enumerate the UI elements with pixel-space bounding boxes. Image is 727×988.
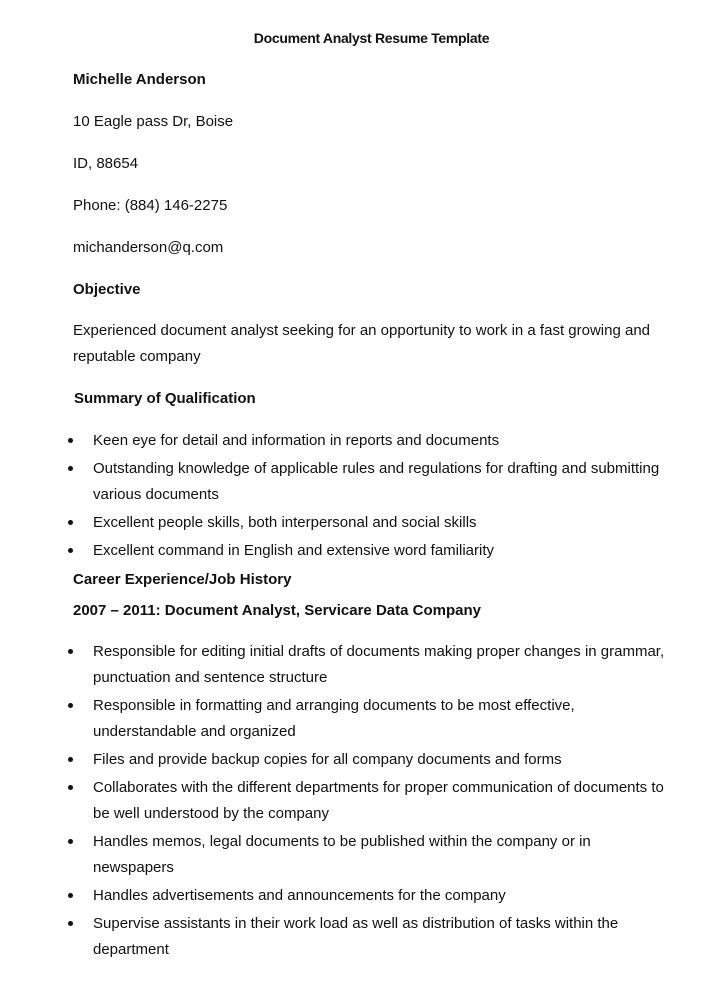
summary-item-text: Keen eye for detail and information in reports and documents [93, 432, 500, 449]
career-item-text: Responsible for editing initial drafts of documents making proper changes in grammar, punctuation and sentence structure [93, 643, 665, 686]
address-line-1: 10 Eagle pass Dr, Boise [73, 113, 234, 130]
career-item-text: Collaborates with the different departments for proper communication of documents to be well understood by the company [93, 779, 664, 822]
summary-list [0, 428, 727, 566]
list-item [0, 829, 727, 881]
career-item-text: Handles advertisements and announcements for the company [93, 887, 506, 904]
bullet-icon [68, 438, 73, 443]
bullet-icon [68, 466, 73, 471]
summary-item-text: Outstanding knowledge of applicable rules and regulations for drafting and submitting various documents [93, 460, 660, 503]
bullet-icon [68, 757, 73, 762]
list-item [0, 456, 727, 508]
list-item [0, 775, 727, 827]
candidate-name: Michelle Anderson [73, 71, 206, 88]
career-list [0, 639, 727, 965]
bullet-icon [68, 548, 73, 553]
bullet-icon [68, 893, 73, 898]
summary-heading: Summary of Qualification [74, 390, 256, 407]
career-item-text: Responsible in formatting and arranging documents to be most effective, understandable and organized [93, 697, 575, 740]
career-item-text: Files and provide backup copies for all company documents and forms [93, 751, 562, 768]
job-title: 2007 – 2011: Document Analyst, Servicare Data Company [73, 602, 481, 619]
objective-text: Experienced document analyst seeking for an opportunity to work in a fast growing and reputable company [73, 322, 651, 365]
list-item [0, 693, 727, 745]
address-line-2: ID, 88654 [73, 155, 139, 172]
email-address: michanderson@q.com [73, 239, 224, 256]
list-item [0, 639, 727, 691]
phone-number: Phone: (884) 146-2275 [73, 197, 228, 214]
summary-item-text: Excellent command in English and extensive word familiarity [93, 542, 495, 559]
list-item [0, 747, 727, 773]
list-item [0, 883, 727, 909]
objective-heading: Objective [73, 281, 141, 298]
bullet-icon [68, 785, 73, 790]
list-item [0, 911, 727, 963]
bullet-icon [68, 839, 73, 844]
summary-item-text: Excellent people skills, both interpersonal and social skills [93, 514, 477, 531]
list-item [0, 510, 727, 536]
career-heading: Career Experience/Job History [73, 571, 292, 588]
bullet-icon [68, 921, 73, 926]
bullet-icon [68, 520, 73, 525]
list-item [0, 428, 727, 454]
bullet-icon [68, 703, 73, 708]
bullet-icon [68, 649, 73, 654]
list-item [0, 538, 727, 564]
career-item-text: Handles memos, legal documents to be published within the company or in newspapers [93, 833, 591, 876]
document-title: Document Analyst Resume Template [253, 30, 490, 46]
career-item-text: Supervise assistants in their work load as well as distribution of tasks within the department [93, 915, 619, 958]
